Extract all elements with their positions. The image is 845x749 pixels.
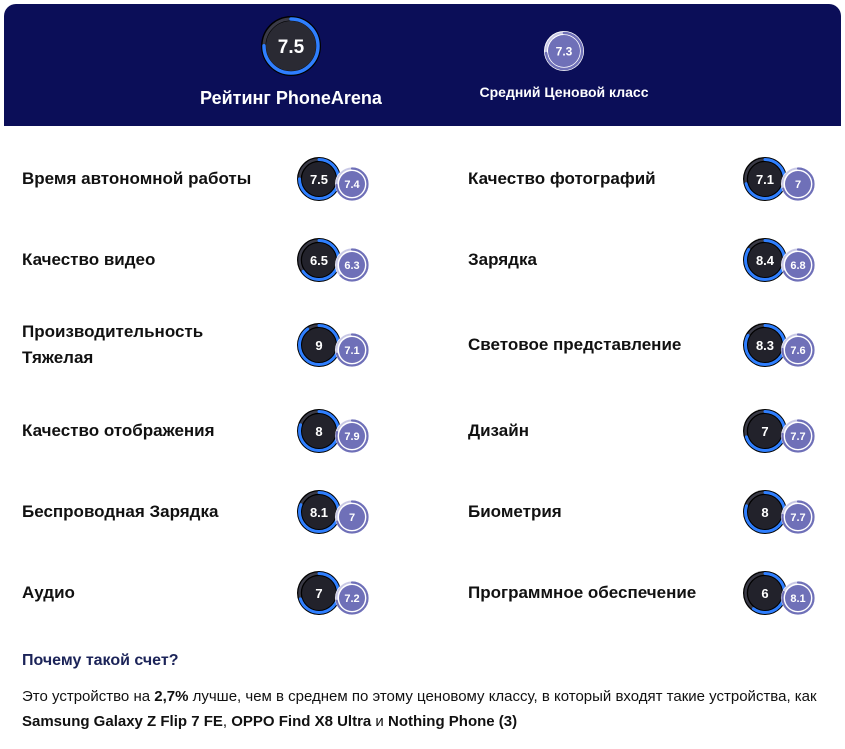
overall-score-value: 7.5 — [277, 37, 305, 58]
overall-rating — [166, 14, 416, 109]
rating-average-value: 6.8 — [790, 260, 806, 272]
rating-label: Время автономной работы — [22, 169, 252, 188]
rating-row — [22, 563, 292, 623]
rating-row — [22, 149, 292, 209]
rating-average-ring — [780, 580, 816, 616]
why-text-2: лучше, чем в среднем по этому ценовому классу, в который входят такие устройства, как — [188, 688, 817, 705]
category-ratings — [4, 126, 841, 626]
rating-row — [22, 315, 292, 375]
rating-row — [468, 149, 738, 209]
rating-label: Качество видео — [22, 250, 156, 269]
rating-average-value: 7.6 — [790, 345, 806, 357]
rating-score-value: 6.5 — [309, 253, 329, 268]
rating-label: Качество отображения — [22, 421, 215, 440]
why-device-1: Samsung Galaxy Z Flip 7 FE — [22, 713, 223, 730]
rating-row — [468, 563, 738, 623]
rating-row — [468, 315, 738, 375]
rating-label: Качество фотографий — [468, 169, 656, 188]
rating-label: Производительность Тяжелая — [22, 322, 204, 367]
rating-average-ring — [334, 499, 370, 535]
why-sep-2: и — [371, 713, 388, 730]
rating-average-ring — [334, 418, 370, 454]
rating-row — [22, 482, 292, 542]
rating-score-value: 8 — [315, 424, 323, 439]
rating-row — [468, 230, 738, 290]
rating-average-ring — [334, 332, 370, 368]
rating-average-ring — [780, 418, 816, 454]
rating-score-value: 7 — [315, 586, 323, 601]
why-text-1: Это устройство на — [22, 688, 155, 705]
rating-average-value: 7.4 — [344, 179, 360, 191]
rating-average-ring — [780, 332, 816, 368]
rating-score-value: 7.5 — [309, 172, 329, 187]
rating-average-ring — [780, 247, 816, 283]
rating-score-value: 6 — [761, 586, 769, 601]
why-heading: Почему такой счет? — [22, 652, 179, 669]
rating-average-value: 7 — [348, 512, 356, 524]
why-device-3: Nothing Phone (3) — [387, 713, 518, 730]
rating-label: Зарядка — [468, 250, 537, 269]
rating-row — [22, 230, 292, 290]
overall-score-ring — [259, 14, 323, 78]
rating-average-value: 7 — [794, 179, 802, 191]
rating-score-value: 8.3 — [755, 338, 775, 353]
rating-score-value: 9 — [315, 338, 323, 353]
why-sep-1: , — [222, 713, 232, 730]
rating-label: Беспроводная Зарядка — [22, 502, 219, 521]
rating-average-ring — [334, 580, 370, 616]
rating-card — [4, 4, 841, 749]
rating-average-ring — [780, 166, 816, 202]
rating-row — [22, 401, 292, 461]
rating-score-value: 7.1 — [755, 172, 775, 187]
why-device-2: OPPO Find X8 Ultra — [231, 713, 372, 730]
rating-average-value: 7.1 — [344, 345, 360, 357]
rating-average-ring — [780, 499, 816, 535]
average-rating — [449, 30, 679, 100]
average-score-ring — [543, 30, 585, 72]
rating-average-value: 7.7 — [790, 431, 806, 443]
average-rating-label: Средний Ценовой класс — [479, 84, 649, 100]
rating-average-value: 7.2 — [344, 593, 360, 605]
rating-average-value: 6.3 — [344, 260, 360, 272]
average-score-value: 7.3 — [555, 44, 573, 59]
rating-average-value: 8.1 — [790, 593, 806, 605]
rating-row — [468, 482, 738, 542]
rating-score-value: 8.4 — [755, 253, 775, 268]
rating-label: Аудио — [22, 583, 75, 602]
rating-score-value: 8.1 — [309, 505, 329, 520]
rating-average-ring — [334, 247, 370, 283]
why-percent: 2,7% — [154, 688, 189, 705]
rating-row — [468, 401, 738, 461]
rating-score-value: 8 — [761, 505, 769, 520]
rating-average-value: 7.9 — [344, 431, 360, 443]
why-description — [22, 684, 822, 734]
rating-average-value: 7.7 — [790, 512, 806, 524]
overall-rating-title: Рейтинг PhoneArena — [200, 88, 382, 108]
rating-score-value: 7 — [761, 424, 769, 439]
rating-label: Биометрия — [468, 502, 562, 521]
rating-average-ring — [334, 166, 370, 202]
rating-label: Дизайн — [468, 421, 529, 440]
rating-header — [4, 4, 841, 126]
rating-label: Световое представление — [468, 335, 682, 354]
rating-label: Программное обеспечение — [468, 583, 697, 602]
